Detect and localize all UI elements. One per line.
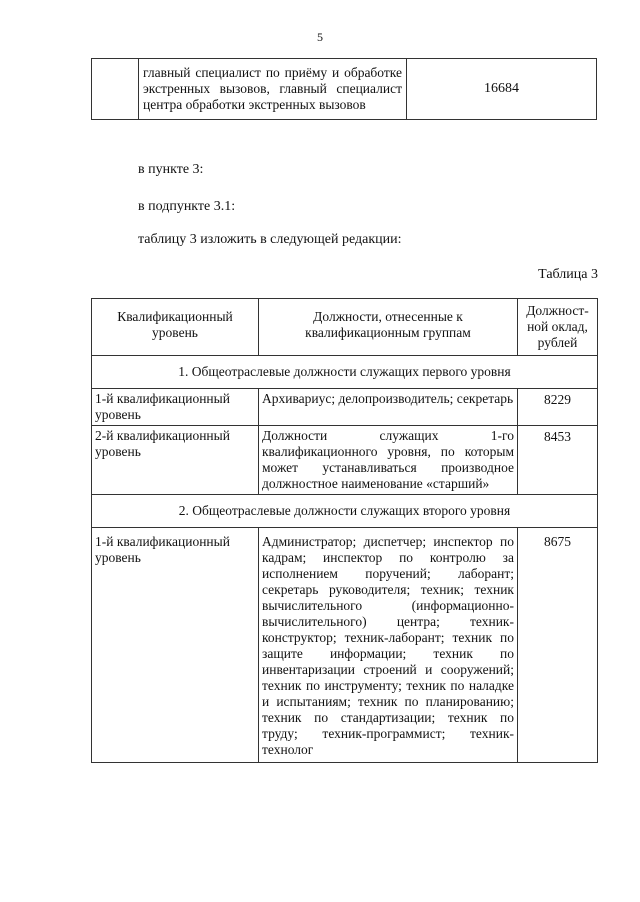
salary-table xyxy=(91,298,598,763)
header-positions: Должности, отнесенные к квалификационным группам xyxy=(259,299,518,356)
salary-cell: 8675 xyxy=(518,528,598,763)
table-row xyxy=(92,389,598,426)
header-row xyxy=(92,299,598,356)
table-row xyxy=(92,426,598,495)
header-level: Квалификационный уровень xyxy=(92,299,259,356)
section-row xyxy=(92,356,598,389)
positions-cell: Должности служащих 1-го квалификационного уровня, по которым может устанавливаться производное должностное наименование «старший» xyxy=(259,426,518,495)
positions-cell: Архивариус; делопроизводитель; секретарь xyxy=(259,389,518,426)
paragraph-item-3: в пункте 3: xyxy=(138,162,204,177)
table-label: Таблица 3 xyxy=(538,267,598,282)
level-cell: 1-й квалификационный уровень xyxy=(92,389,259,426)
header-salary: Должност-ной оклад, рублей xyxy=(518,299,598,356)
salary-cell: 16684 xyxy=(407,59,597,120)
table-row xyxy=(92,528,598,763)
salary-cell: 8453 xyxy=(518,426,598,495)
section-title: 1. Общеотраслевые должности служащих первого уровня xyxy=(92,356,598,389)
continuation-table xyxy=(91,58,597,120)
paragraph-instruction: таблицу 3 изложить в следующей редакции: xyxy=(138,232,402,247)
salary-cell: 8229 xyxy=(518,389,598,426)
empty-cell xyxy=(92,59,139,120)
section-row xyxy=(92,495,598,528)
level-cell: 2-й квалификационный уровень xyxy=(92,426,259,495)
level-cell: 1-й квалификационный уровень xyxy=(92,528,259,763)
page-number: 5 xyxy=(317,30,323,44)
positions-cell: Администратор; диспетчер; инспектор по кадрам; инспектор по контролю за исполнением поручений; лаборант; секретарь руководителя; техник; техник вычислительного (информационно-вычислительного) центра; техник-конструктор; техник-лаборант; техник по защите информации; техник по инвентаризации строений и сооружений; техник по инструменту; техник по наладке и испытаниям; техник по планированию; техник по стандартизации; техник по труду; техник-программист; техник-технолог xyxy=(259,528,518,763)
table-row xyxy=(92,59,597,120)
paragraph-subitem-3-1: в подпункте 3.1: xyxy=(138,199,236,214)
section-title: 2. Общеотраслевые должности служащих второго уровня xyxy=(92,495,598,528)
position-cell: главный специалист по приёму и обработке экстренных вызовов, главный специалист центра обработки экстренных вызовов xyxy=(139,59,407,120)
